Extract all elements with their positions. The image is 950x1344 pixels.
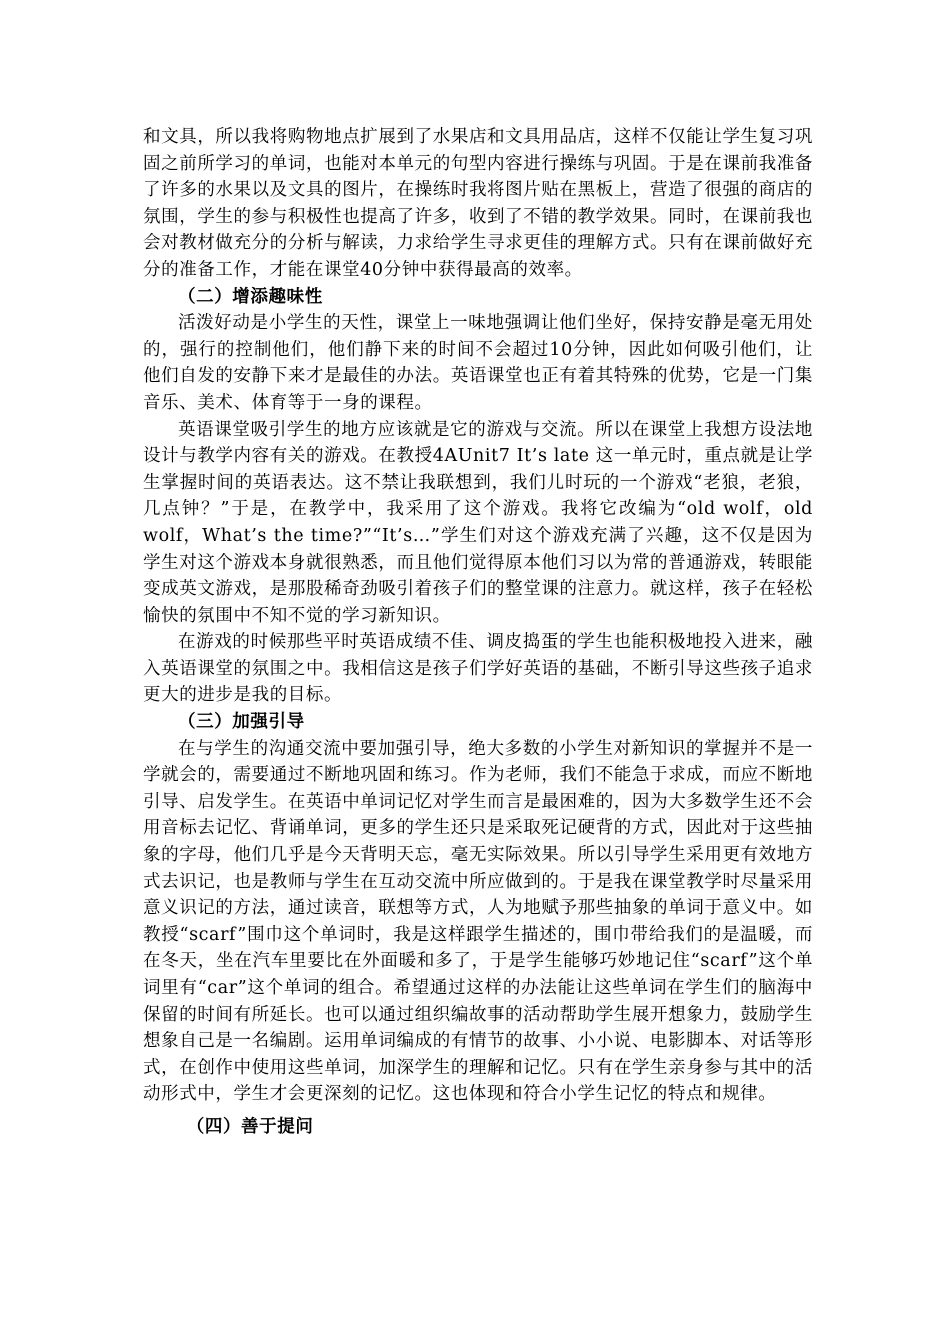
body-text [143,124,813,1141]
section-heading-questioning: （四）善于提问 [186,1116,314,1137]
paragraph-game-participation: 在游戏的时候那些平时英语成绩不佳、调皮捣蛋的学生也能积极地投入进来，融入英语课堂的氛围之中。我相信这是孩子们学好英语的基础，不断引导这些孩子追求更大的进步是我的目标。 [143,632,813,706]
paragraph-games: 英语课堂吸引学生的地方应该就是它的游戏与交流。所以在课堂上我想方设法地设计与教学内容有关的游戏。在教授4AUnit7 It’s late 这一单元时，重点就是让学生掌握时间的英语表达。这不禁让我联想到，我们儿时玩的一个游戏“老狼，老狼，几点钟？”于是，在教学中，我采用了这个游戏。我将它改编为“old wolf，old wolf，What’s the time?”“It’s…”学生们对这个游戏充满了兴趣，这不仅是因为学生对这个游戏本身就很熟悉，而且他们觉得原本他们习以为常的普通游戏，转眼能变成英文游戏，是那股稀奇劲吸引着孩子们的整堂课的注意力。就这样，孩子在轻松愉快的氛围中不知不觉的学习新知识。 [143,419,813,626]
section-heading-guidance: （三）加强引导 [178,712,305,733]
paragraph-shopping-practice: 和文具，所以我将购物地点扩展到了水果店和文具用品店，这样不仅能让学生复习巩固之前所学习的单词，也能对本单元的句型内容进行操练与巩固。于是在课前我准备了许多的水果以及文具的图片，在操练时我将图片贴在黑板上，营造了很强的商店的氛围，学生的参与积极性也提高了许多，收到了不错的教学效果。同时，在课前我也会对教材做充分的分析与解读，力求给学生寻求更佳的理解方式。只有在课前做好充分的准备工作，才能在课堂40分钟中获得最高的效率。 [143,127,813,280]
paragraph-active-nature: 活泼好动是小学生的天性，课堂上一味地强调让他们坐好，保持安静是毫无用处的，强行的控制他们，他们静下来的时间不会超过10分钟，因此如何吸引他们，让他们自发的安静下来才是最佳的办法。英语课堂也正有着其特殊的优势，它是一门集音乐、美术、体育等于一身的课程。 [143,313,813,413]
paragraph-vocabulary-guidance: 在与学生的沟通交流中要加强引导，绝大多数的小学生对新知识的掌握并不是一学就会的，需要通过不断地巩固和练习。作为老师，我们不能急于求成，而应不断地引导、启发学生。在英语中单词记忆对学生而言是最困难的，因为大多数学生还不会用音标去记忆、背诵单词，更多的学生还只是采取死记硬背的方式，因此对于这些抽象的字母，他们几乎是今天背明天忘，毫无实际效果。所以引导学生采用更有效地方式去识记，也是教师与学生在互动交流中所应做到的。于是我在课堂教学时尽量采用意义识记的方法，通过读音，联想等方式，人为地赋予那些抽象的单词于意义中。如教授“scarf”围巾这个单词时，我是这样跟学生描述的，围巾带给我们的是温暖，而在冬天，坐在汽车里要比在外面暖和多了，于是学生能够巧妙地记住“scarf”这个单词里有“car”这个单词的组合。希望通过这样的办法能让这些单词在学生们的脑海中保留的时间有所延长。也可以通过组织编故事的活动帮助学生展开想象力，鼓励学生想象自己是一名编剧。运用单词编成的有情节的故事、小小说、电影脚本、对话等形式，在创作中使用这些单词，加深学生的理解和记忆。只有在学生亲身参与其中的活动形式中，学生才会更深刻的记忆。这也体现和符合小学生记忆的特点和规律。 [143,738,813,1105]
section-heading-fun: （二）增添趣味性 [178,286,323,307]
